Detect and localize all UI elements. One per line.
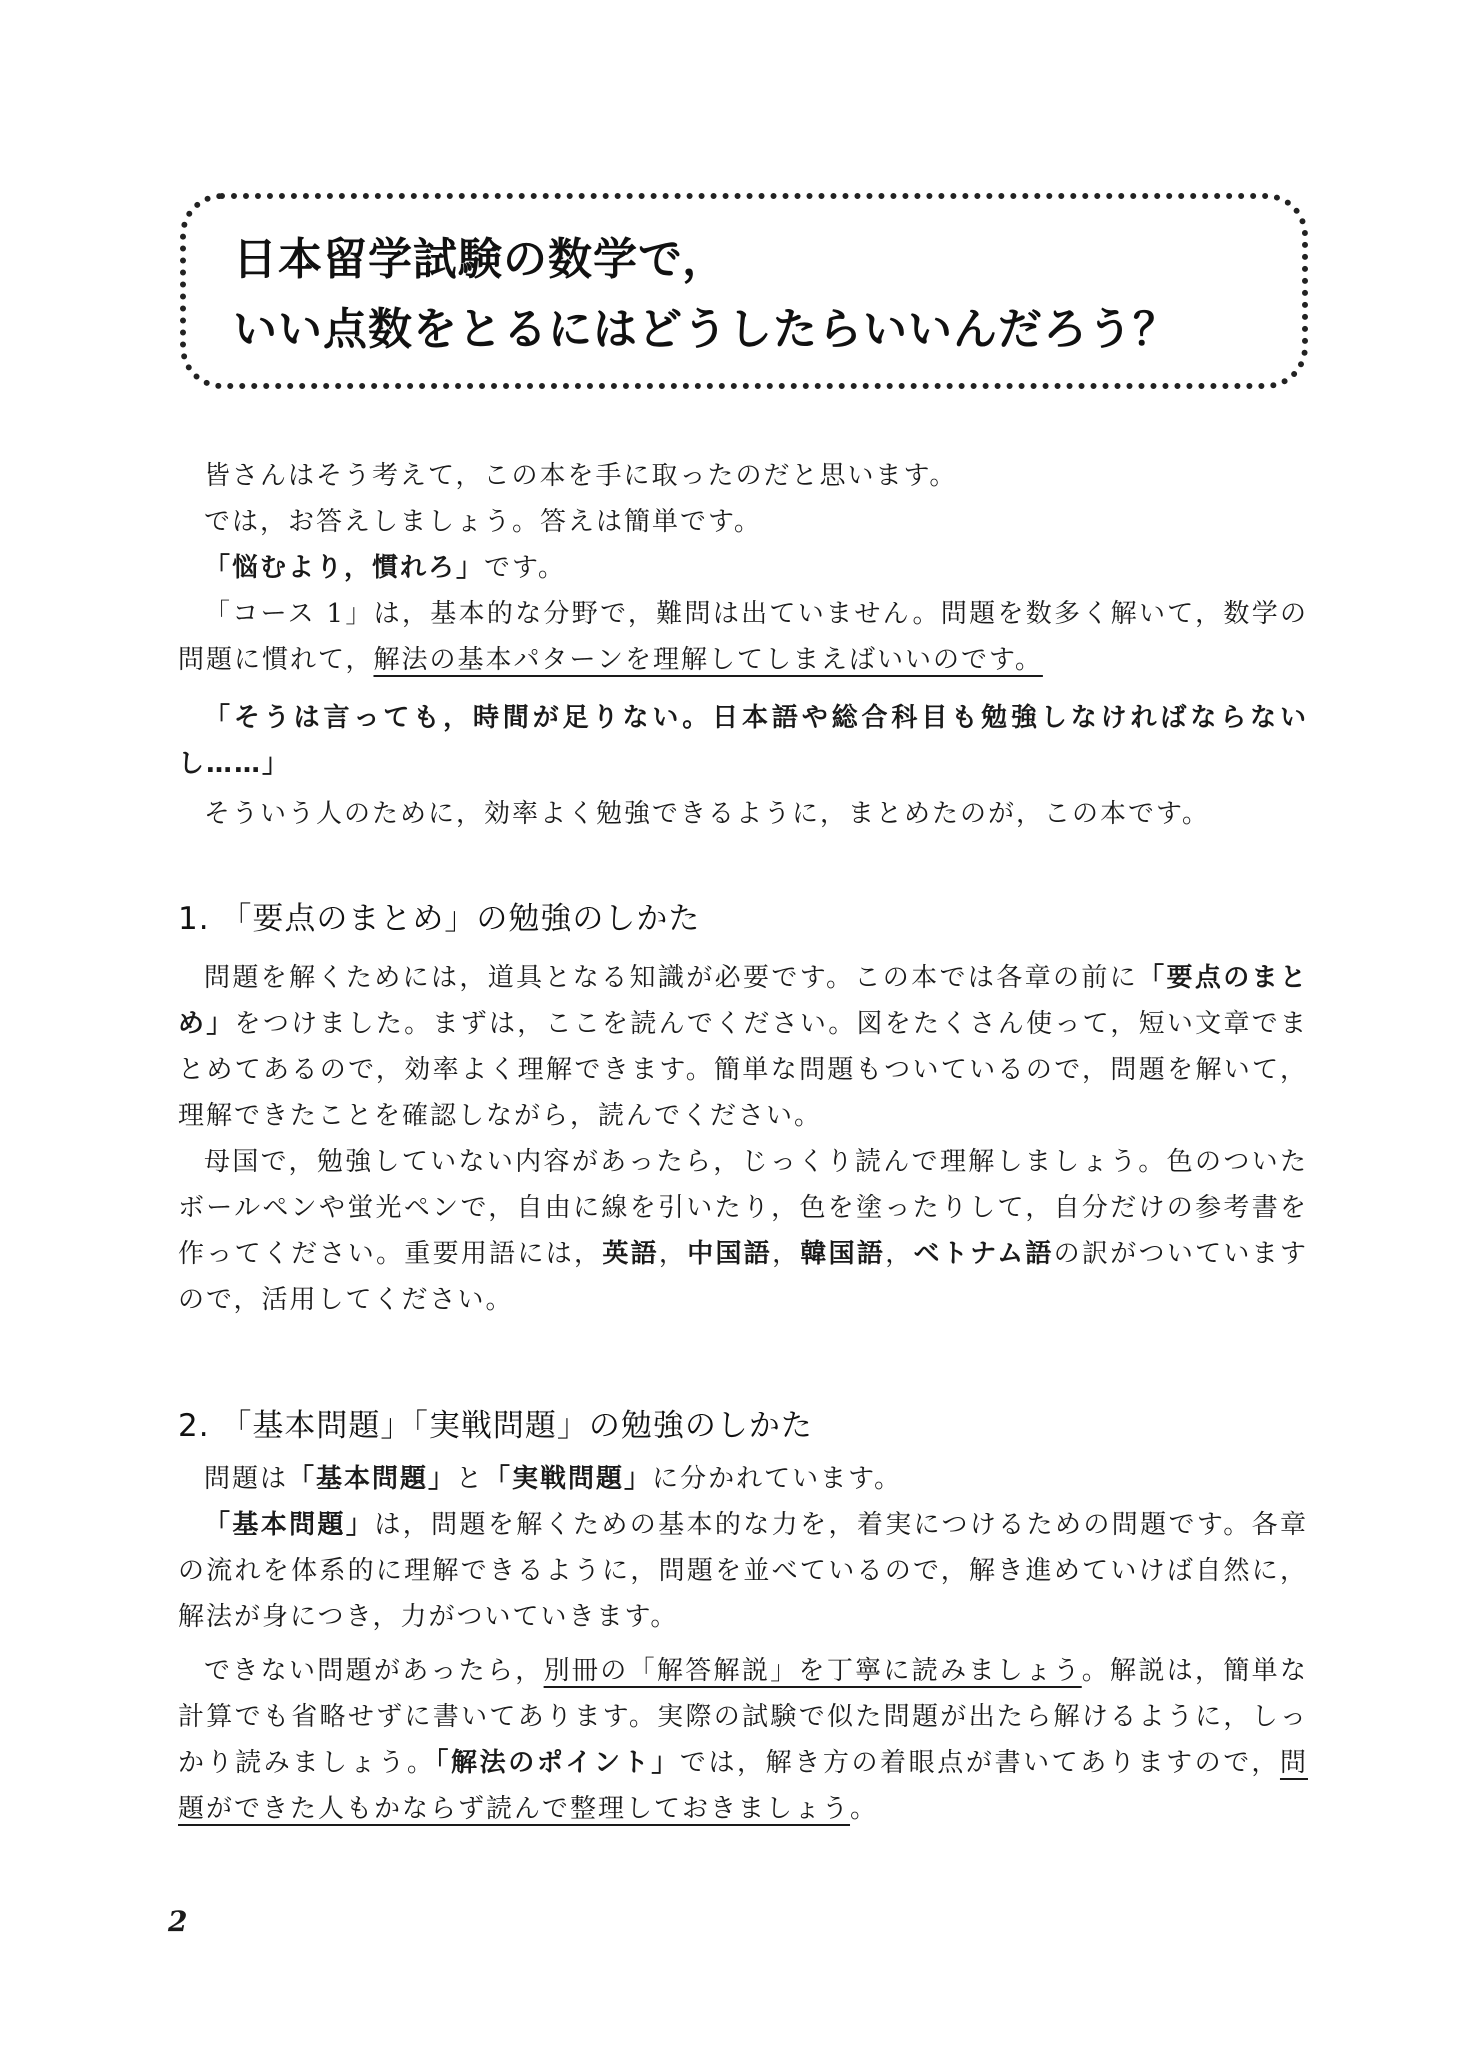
title-line-1: 日本留学試験の数学で， [233,234,728,285]
section-1-heading: 1. 「要点のまとめ」の勉強のしかた [178,901,701,937]
intro-paragraph-3: 「悩むより，慣れろ」です。 [204,553,566,583]
section-1-paragraph-2: 母国で，勉強していない内容があったら，じっくり読んで理解しましょう。色のついたボールペンや蛍光ペンで，自由に線を引いたり，色を塗ったりして，自分だけの参考書を作ってください。重要用語には，英語，中国語，韓国語，ベトナム語の訳がついていますので，活用してください。 [178,1147,1308,1315]
section-2-paragraph-3: できない問題があったら，別冊の「解答解説」を丁寧に読みましょう。解説は，簡単な計算でも省略せずに書いてあります。実際の試験で似た問題が出たら解けるように，しっかり読みましょう。「解法のポイント」では，解き方の着眼点が書いてありますので，問題ができた人もかならず読んで整理しておきましょう。 [178,1656,1308,1824]
page-title [233,225,1178,365]
underlined-text: 解法の基本パターンを理解してしまえばいいのです。 [373,645,1043,675]
section-2-paragraph-2: 「基本問題」は，問題を解くための基本的な力を，着実につけるための問題です。各章の流れを体系的に理解できるように，問題を並べているので，解き進めていけば自然に，解法が身につき，力がついていきます。 [178,1510,1308,1632]
page-number: 2 [168,1905,188,1938]
underlined-text: 別冊の「解答解説」を丁寧に読みましょう [543,1656,1082,1686]
intro-paragraph-1: 皆さんはそう考えて，この本を手に取ったのだと思います。 [204,461,958,491]
section-2-paragraph-1: 問題は「基本問題」と「実戦問題」に分かれています。 [204,1464,902,1494]
underlined-text: 問題ができた人もかならず読んで整理しておきましょう [178,1748,1308,1824]
intro-paragraph-6: そういう人のために，効率よく勉強できるように，まとめたのが，この本です。 [204,799,1210,829]
catchphrase: 「悩むより，慣れろ」 [204,553,485,583]
intro-paragraph-2: では，お答えしましょう。答えは簡単です。 [204,507,762,537]
intro-paragraph-4: 「コース 1」は，基本的な分野で，難問は出ていません。問題を数多く解いて，数学の問題に慣れて，解法の基本パターンを理解してしまえばいいのです。 [178,599,1308,675]
section-2-heading: 2. 「基本問題」「実戦問題」の勉強のしかた [178,1408,813,1444]
intro-paragraph-5: 「そうは言っても，時間が足りない。日本語や総合科目も勉強しなければならないし……」 [178,703,1308,779]
title-line-2: いい点数をとるにはどうしたらいいんだろう？ [233,304,1178,355]
section-1-paragraph-1: 問題を解くためには，道具となる知識が必要です。この本では各章の前に「要点のまとめ」をつけました。まずは，ここを読んでください。図をたくさん使って，短い文章でまとめてあるので，効率よく理解できます。簡単な問題もついているので，問題を解いて，理解できたことを確認しながら，読んでください。 [178,963,1308,1131]
